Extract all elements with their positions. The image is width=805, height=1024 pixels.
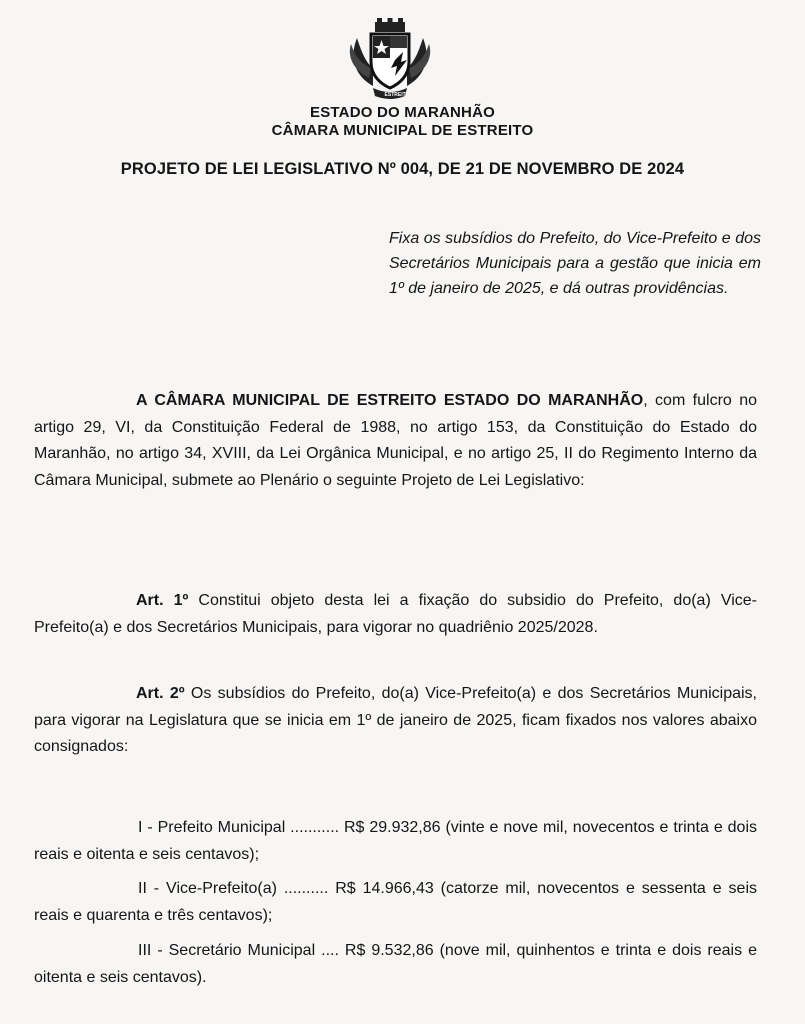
coat-of-arms-icon <box>343 16 437 102</box>
header-state: ESTADO DO MARANHÃO <box>310 104 495 121</box>
crest-banner-text: ESTREITO <box>384 92 410 98</box>
item-1-text: I - Prefeito Municipal ........... R$ 29.932,86 (vinte e nove mil, novecentos e trinta e dois reais e oitenta e seis centavos); <box>34 819 757 863</box>
ementa-summary: Fixa os subsídios do Prefeito, do Vice-Prefeito e dos Secretários Municipais para a gestão que inicia em 1º de janeiro de 2025, e dá outras providências. <box>389 230 761 297</box>
article-1-text: Constitui objeto desta lei a fixação do subsidio do Prefeito, do(a) Vice-Prefeito(a) e dos Secretários Municipais, para vigorar no quadriênio 2025/2028. <box>34 592 757 636</box>
article-1-label: Art. 1º <box>136 592 189 609</box>
preamble-bold: A CÂMARA MUNICIPAL DE ESTREITO ESTADO DO MARANHÃO <box>136 392 644 409</box>
list-item-secretario <box>34 938 757 991</box>
preamble-text: , com fulcro no artigo 29, VI, da Constituição Federal de 1988, no artigo 153, da Constituição do Estado do Maranhão, no artigo 34, XVIII, da Lei Orgânica Municipal, e no artigo 25, II do Regimento Interno da Câmara Municipal, submete ao Plenário o seguinte Projeto de Lei Legislativo: <box>34 392 757 489</box>
article-2-label: Art. 2º <box>136 685 185 702</box>
list-item-vice-prefeito <box>34 876 757 929</box>
preamble-paragraph <box>34 388 757 494</box>
item-2-text: II - Vice-Prefeito(a) .......... R$ 14.966,43 (catorze mil, novecentos e sessenta e seis reais e quarenta e três centavos); <box>34 880 757 924</box>
list-item-prefeito <box>34 815 757 868</box>
item-3-text: III - Secretário Municipal .... R$ 9.532,86 (nove mil, quinhentos e trinta e dois reais e oitenta e seis centavos). <box>34 942 757 986</box>
article-2 <box>34 681 757 761</box>
page-title: PROJETO DE LEI LEGISLATIVO Nº 004, DE 21 DE NOVEMBRO DE 2024 <box>120 160 685 178</box>
article-1 <box>34 588 757 641</box>
article-2-text: Os subsídios do Prefeito, do(a) Vice-Prefeito(a) e dos Secretários Municipais, para vigorar na Legislatura que se inicia em 1º de janeiro de 2025, ficam fixados nos valores abaixo consignados: <box>34 685 757 755</box>
header-chamber: CÂMARA MUNICIPAL DE ESTREITO <box>271 122 534 139</box>
